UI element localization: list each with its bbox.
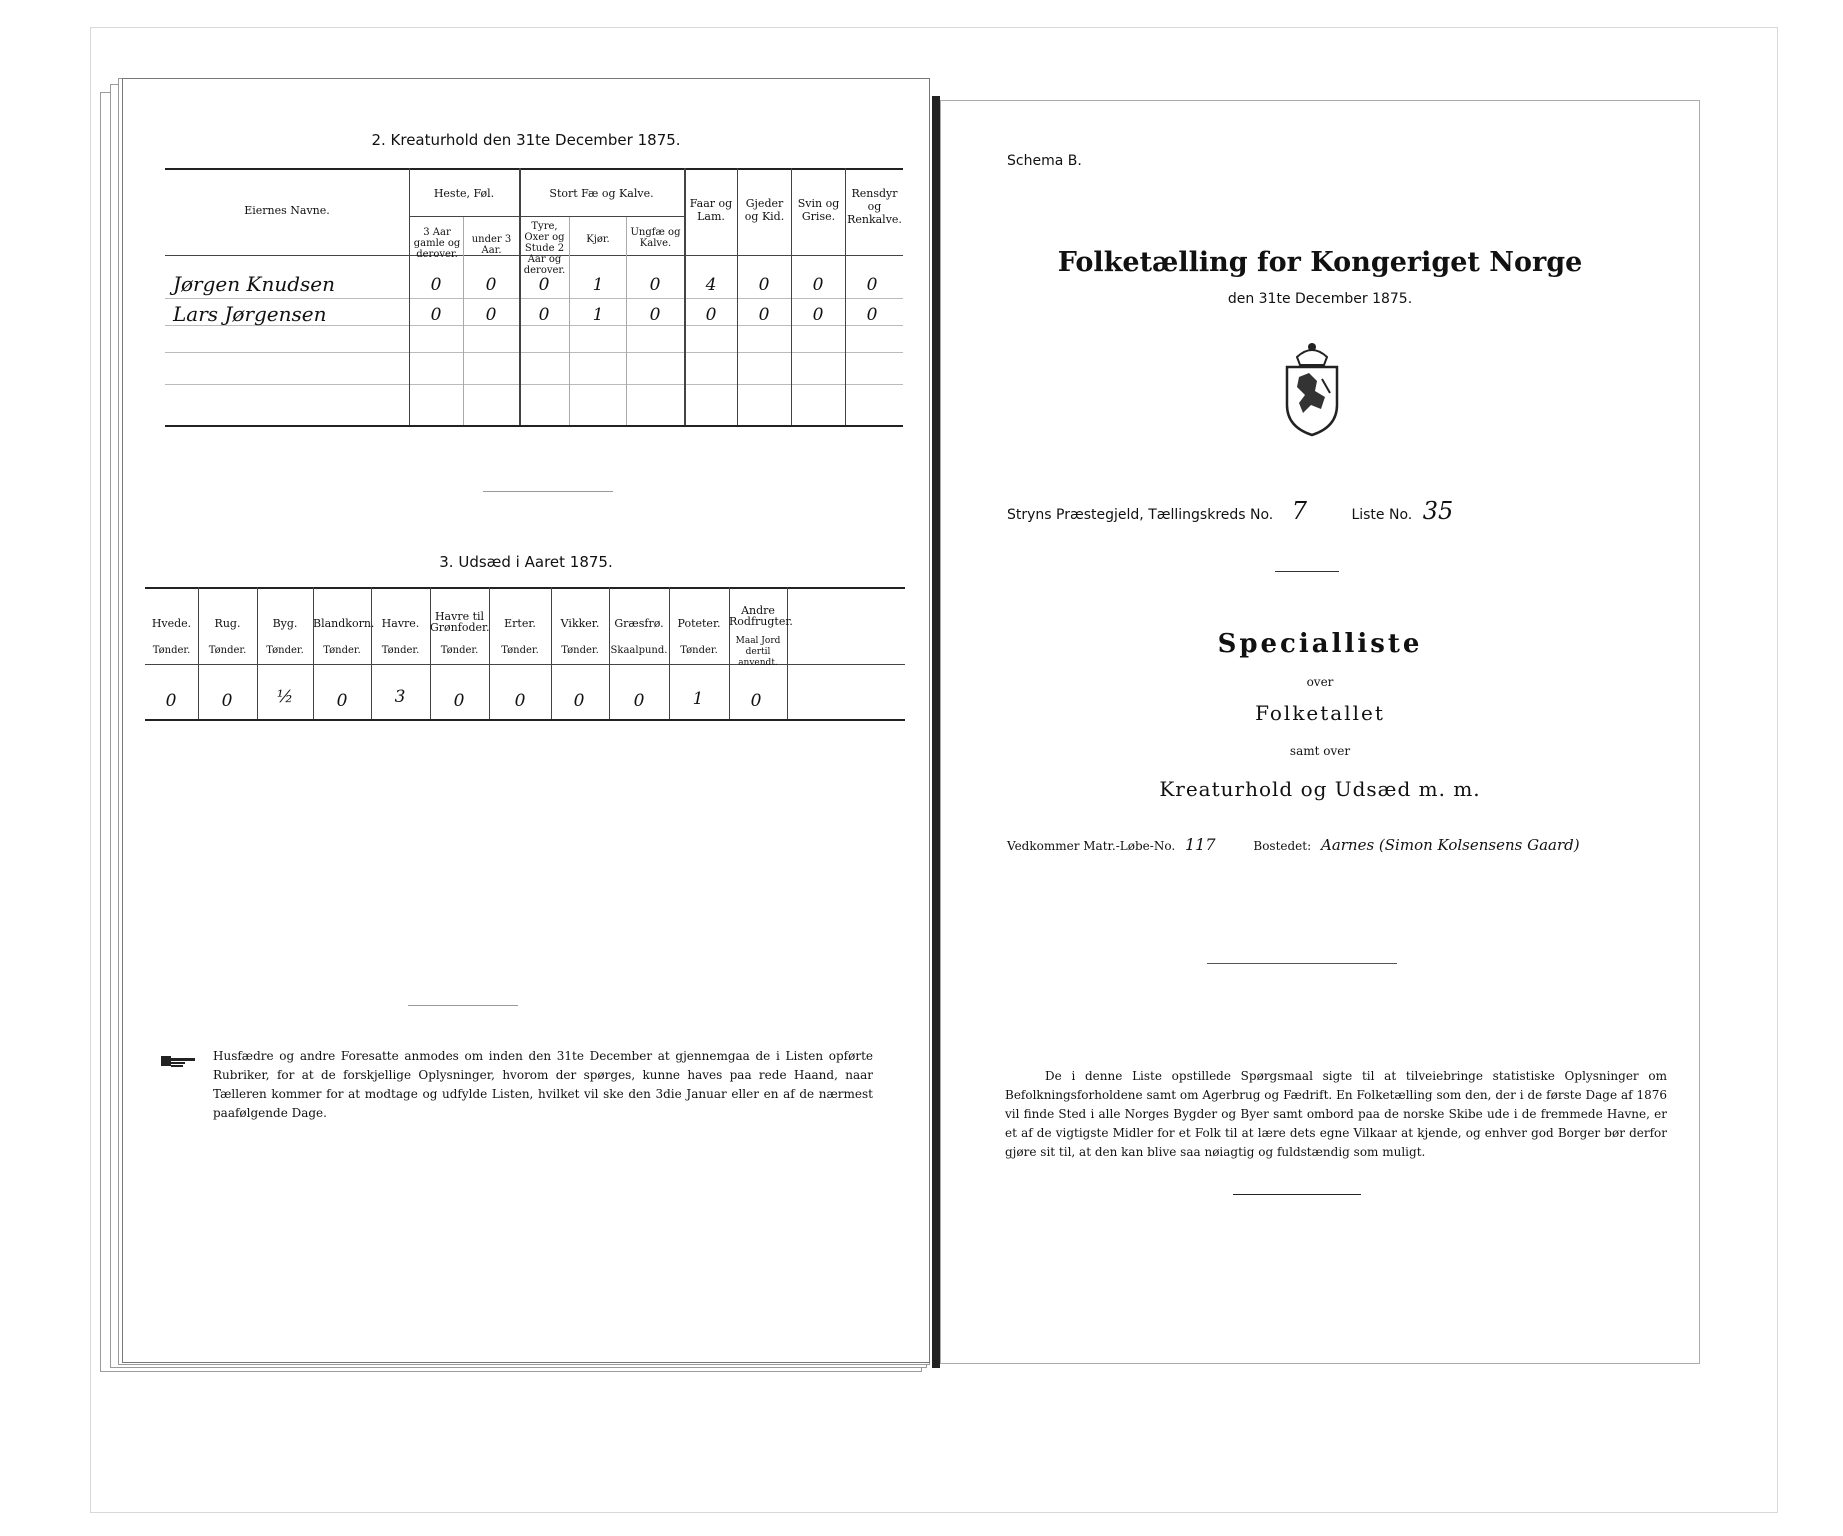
district-label: Stryns Præstegjeld, Tællingskreds No.: [1007, 507, 1274, 523]
district-line: [1007, 497, 1667, 525]
reindeer-header: Rensdyr og Renkalve.: [847, 187, 902, 226]
owner-name: Jørgen Knudsen: [173, 272, 335, 296]
folketallet: Folketallet: [1255, 701, 1385, 725]
row2-value: 0: [758, 305, 770, 325]
peas-unit: Tønder.: [501, 645, 539, 656]
rye-header: Rug.: [214, 617, 241, 630]
sowing-value: ½: [276, 687, 294, 707]
wheat-header: Hvede.: [151, 617, 192, 630]
over-text: over: [1306, 675, 1334, 689]
divider: [1233, 1194, 1361, 1195]
horses-old-header: 3 Aar gamle og derover.: [413, 227, 461, 260]
barley-unit: Tønder.: [266, 645, 304, 656]
sheep-header: Faar og Lam.: [689, 197, 733, 223]
row2-value: 0: [812, 305, 824, 325]
liste-label: Liste No.: [1351, 507, 1413, 523]
calves-header: Ungfæ og Kalve.: [630, 227, 681, 249]
divider: [1275, 571, 1339, 572]
samt-over: samt over: [1289, 744, 1351, 758]
sowing-value: 0: [336, 691, 348, 711]
cows-header: Kjør.: [586, 234, 610, 245]
sowing-value: 0: [453, 691, 465, 711]
row1-value: 0: [812, 275, 824, 295]
row2-value: 0: [430, 305, 442, 325]
liste-number: 35: [1422, 497, 1454, 525]
sowing-value: 0: [221, 691, 233, 711]
divider: [408, 1005, 518, 1006]
pigs-header: Svin og Grise.: [797, 197, 840, 223]
green-fodder-header: Havre til Grønfoder.: [430, 610, 490, 634]
bostedet-label: Bostedet:: [1253, 839, 1312, 853]
right-page: [940, 100, 1700, 1364]
row1-value: 0: [485, 275, 497, 295]
bostedet-value: Aarnes (Simon Kolsensens Gaard): [1320, 836, 1580, 854]
horses-header: Heste, Føl.: [433, 187, 495, 200]
goats-header: Gjeder og Kid.: [744, 197, 785, 223]
potatoes-header: Poteter.: [677, 617, 721, 630]
owner-name: Lars Jørgensen: [173, 302, 327, 326]
mixed-grain-header: Blandkorn.: [313, 617, 375, 630]
row1-value: 0: [649, 275, 661, 295]
left-page: [122, 78, 930, 1363]
row1-value: 1: [592, 275, 604, 295]
footnote-text: Husfædre og andre Foresatte anmodes om inden den 31te December at gjennemgaa de i Listen opførte Rubriker, for at de forskjellige Oplysninger, hvorom der spørges, kunne haves paa rede Haand, naar Tælleren kommer for at modtage og udfylde Listen, hvilket vil ske den 3die Januar eller en af de nærmest paafølgende Dage.: [213, 1049, 873, 1120]
grass-seed-header: Græsfrø.: [614, 617, 664, 630]
section3-title: 3. Udsæd i Aaret 1875.: [439, 553, 613, 571]
divider: [483, 491, 613, 492]
barley-header: Byg.: [272, 617, 298, 630]
cattle-header: Stort Fæ og Kalve.: [549, 187, 654, 200]
date-line: den 31te December 1875.: [1227, 291, 1413, 307]
row2-value: 0: [649, 305, 661, 325]
matr-label: Vedkommer Matr.-Løbe-No.: [1007, 839, 1176, 853]
row1-value: 4: [705, 275, 717, 295]
kreaturhold-title: Kreaturhold og Udsæd m. m.: [1159, 777, 1481, 801]
horses-young-header: under 3 Aar.: [471, 234, 512, 256]
wheat-unit: Tønder.: [152, 645, 191, 656]
grass-seed-unit: Skaalpund.: [610, 645, 668, 656]
sowing-value: 3: [394, 687, 406, 707]
section2-title: 2. Kreaturhold den 31te December 1875.: [371, 131, 681, 149]
mixed-grain-unit: Tønder.: [323, 645, 361, 656]
row1-value: 0: [758, 275, 770, 295]
owner-header: Eiernes Navne.: [244, 204, 330, 217]
row2-value: 0: [705, 305, 717, 325]
row2-value: 0: [538, 305, 550, 325]
row1-value: 0: [538, 275, 550, 295]
green-fodder-unit: Tønder.: [440, 645, 479, 656]
main-title: Folketælling for Kongeriget Norge: [1057, 247, 1583, 278]
vetch-header: Vikker.: [560, 617, 600, 630]
sowing-value: 0: [165, 691, 177, 711]
district-number: 7: [1291, 497, 1307, 525]
row1-value: 0: [430, 275, 442, 295]
sowing-value: 0: [633, 691, 645, 711]
special-title: Specialliste: [1217, 629, 1423, 659]
row2-value: 1: [592, 305, 604, 325]
norwegian-coat-of-arms-icon: [1277, 339, 1347, 439]
sowing-value: 0: [750, 691, 762, 711]
binding-shadow: [932, 96, 940, 1368]
sowing-value: 0: [573, 691, 585, 711]
row2-value: 0: [866, 305, 878, 325]
pointing-hand-icon: [159, 1052, 199, 1070]
bulls-header: Tyre, Oxer og Stude 2 Aar og derover.: [523, 221, 566, 276]
root-crops-header: Andre Rodfrugter.: [729, 604, 793, 628]
peas-header: Erter.: [504, 617, 536, 630]
sowing-value: 0: [514, 691, 526, 711]
matr-line: [1007, 835, 1687, 854]
rye-unit: Tønder.: [208, 645, 247, 656]
divider: [1207, 963, 1397, 964]
oats-header: Havre.: [381, 617, 420, 630]
schema-label: Schema B.: [1007, 153, 1082, 169]
row1-value: 0: [866, 275, 878, 295]
matr-number: 117: [1185, 835, 1216, 854]
root-crops-unit: Maal Jord dertil anvendt.: [735, 636, 781, 668]
oats-unit: Tønder.: [381, 645, 420, 656]
explanatory-text: De i denne Liste opstillede Spørgsmaal sigte til at tilveiebringe statistiske Oplysninger om Befolkningsforholdene samt om Agerbrug og Fædrift. En Folketælling som den, der i de første Dage af 1876 vil finde Sted i alle Norges Bygder og Byer samt ombord paa de norske Skibe ude i de fremmede Havne, er et af de vigtigste Midler for et Folk til at lære dets egne Vilkaar at kjende, og enhver god Borger bør derfor gjøre sit til, at den kan blive saa nøiagtig og fuldstændig som muligt.: [1005, 1069, 1667, 1159]
vetch-unit: Tønder.: [561, 645, 599, 656]
row2-value: 0: [485, 305, 497, 325]
potatoes-unit: Tønder.: [680, 645, 718, 656]
sowing-value: 1: [692, 689, 704, 709]
